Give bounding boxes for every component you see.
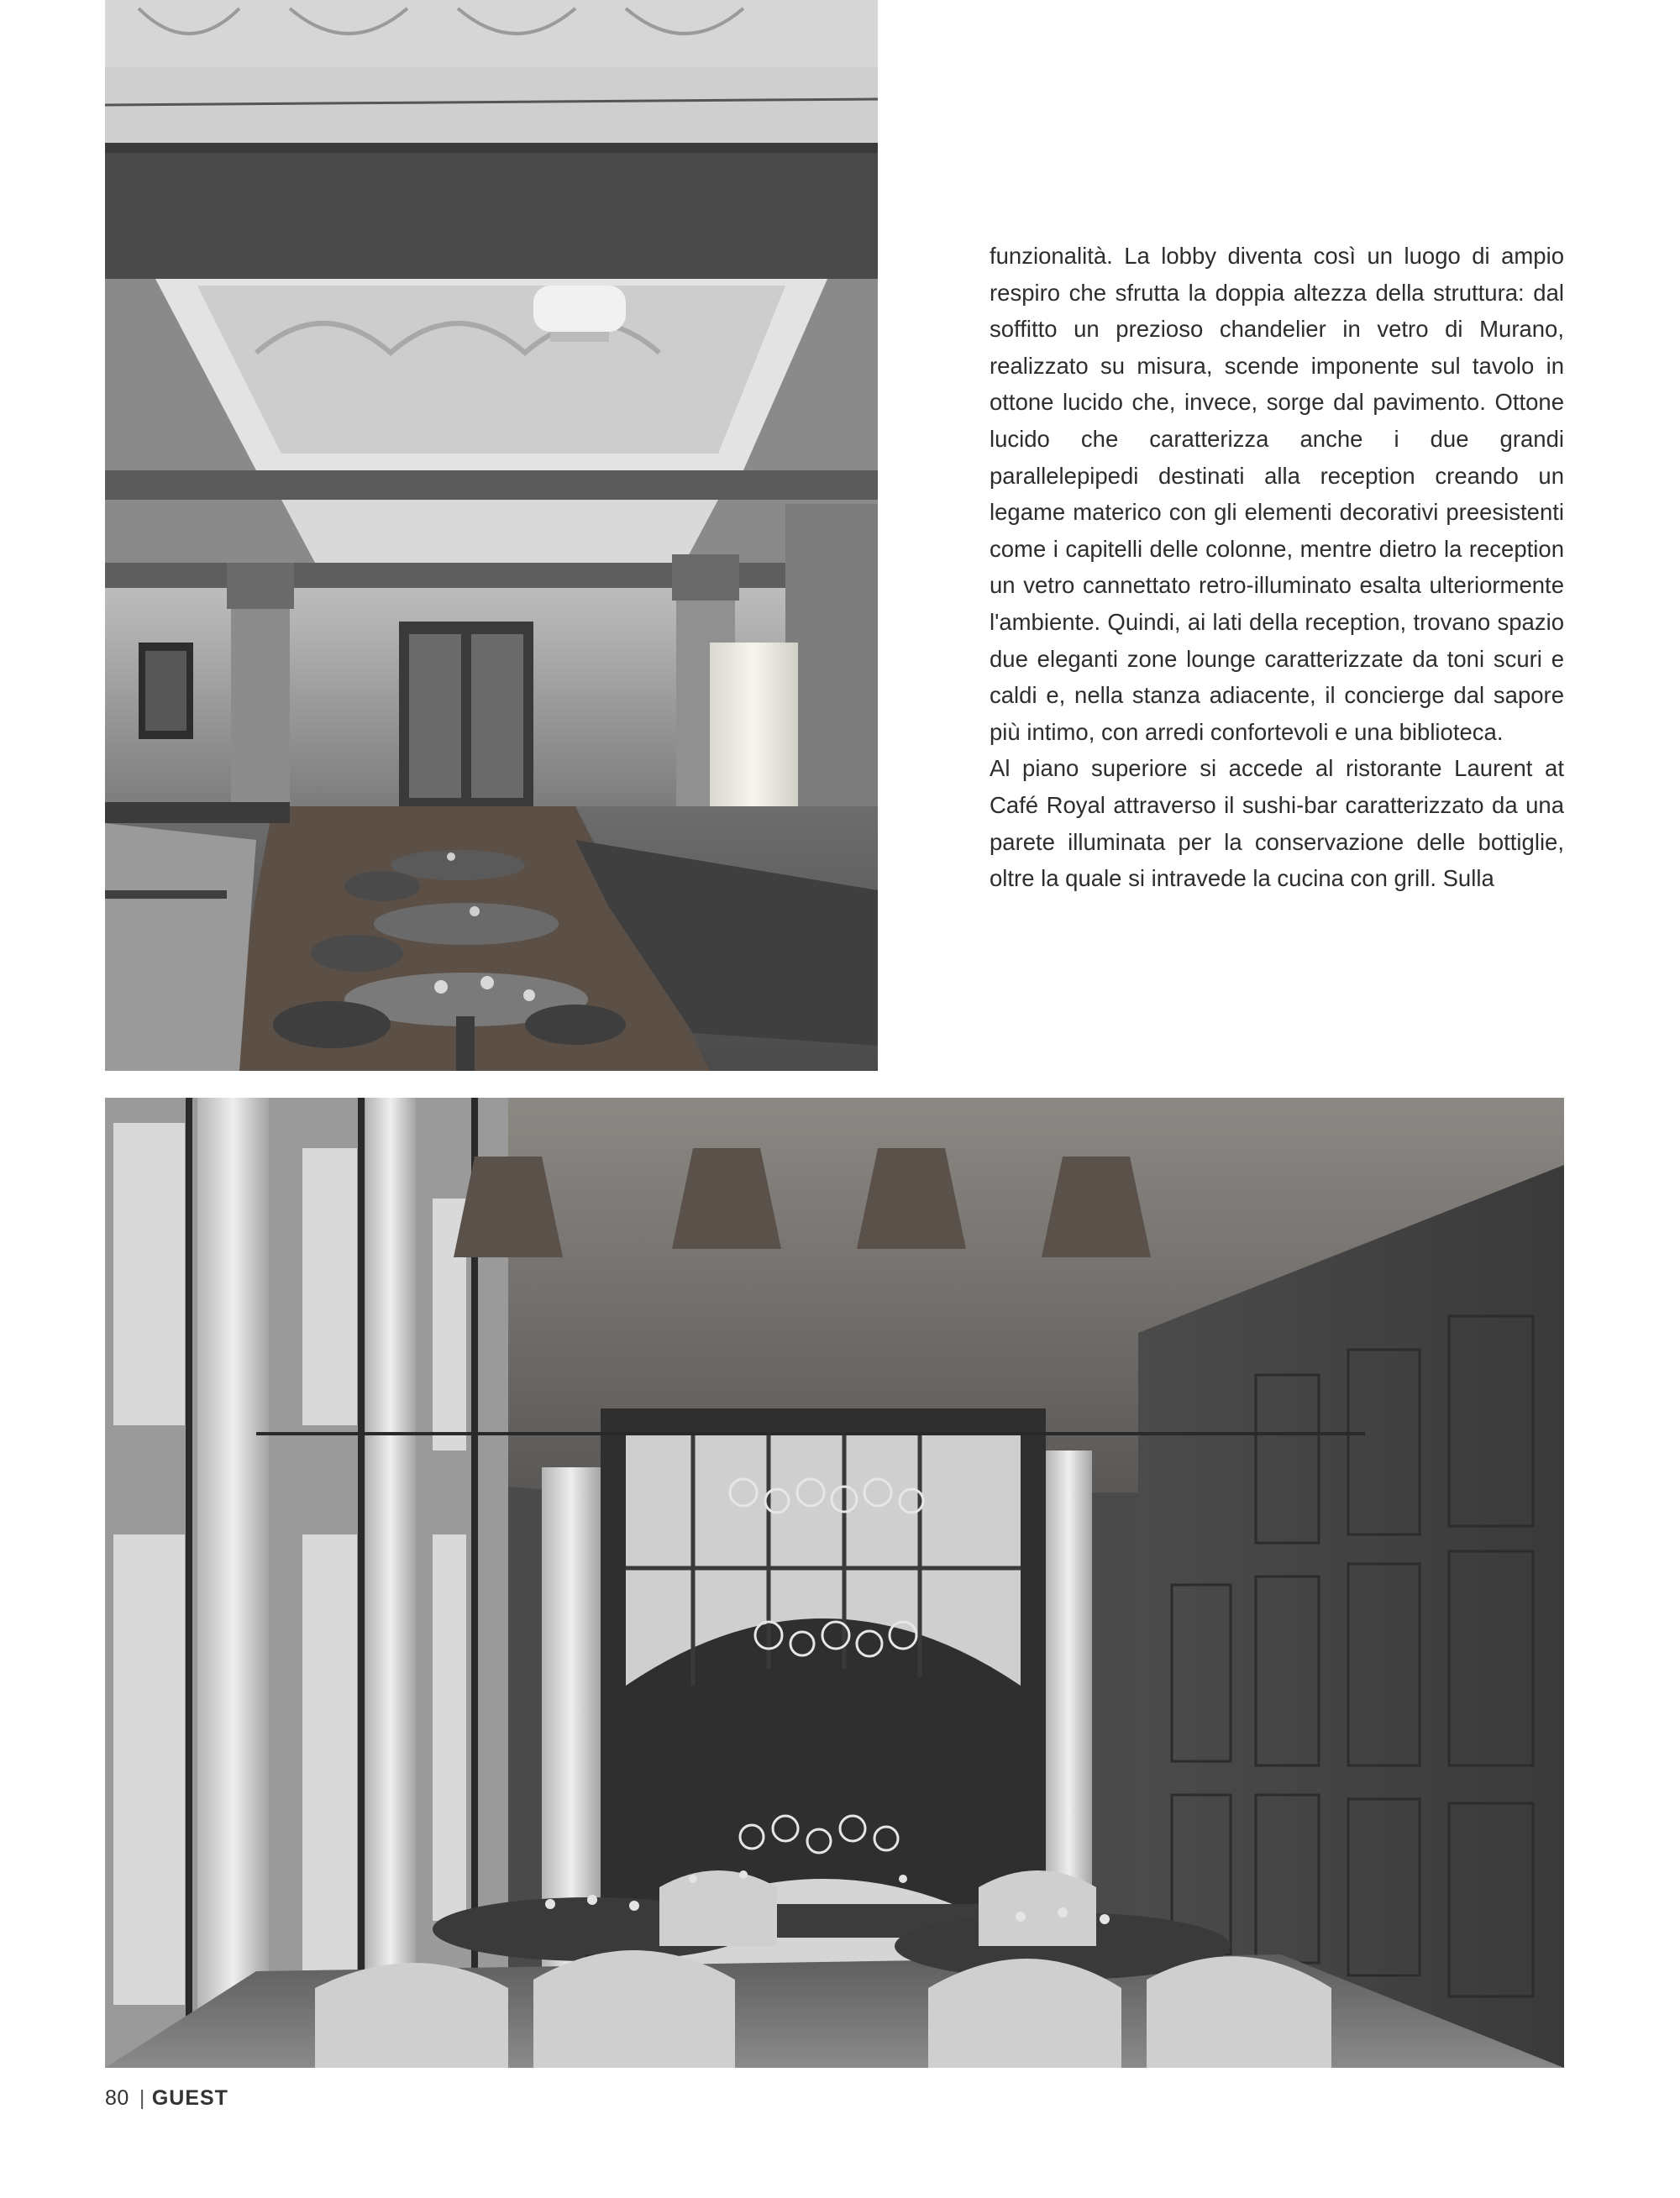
restaurant-interior-photo-bottom — [105, 1098, 1564, 2068]
folio-separator: | — [139, 2086, 145, 2110]
magazine-name: GUEST — [151, 2086, 228, 2110]
article-body — [990, 238, 1564, 897]
page-number: 80 — [105, 2086, 129, 2110]
article-paragraph-2: Al piano superiore si accede al ristorante Laurent at Café Royal attraverso il sushi-bar caratterizzato da una parete illuminata per la conservazione delle bottiglie, oltre la quale si intravede la cucina con grill. Sulla — [990, 755, 1564, 892]
restaurant-interior-photo-top — [105, 0, 878, 1071]
page-footer — [105, 2086, 228, 2111]
article-paragraph-1: funzionalità. La lobby diventa così un luogo di ampio respiro che sfrutta la doppia altezza della struttura: dal soffitto un prezioso chandelier in vetro di Murano, realizzato su misura, scende imponente sul tavolo in ottone lucido che, invece, sorge dal pavimento. Ottone lucido che caratterizza anche i due grandi parallelepipedi destinati alla reception creando un legame materico con gli elementi decorativi preesistenti come i capitelli delle colonne, mentre dietro la reception un vetro cannettato retro-illuminato esalta ulteriormente l'ambiente. Quindi, ai lati della reception, trovano spazio due eleganti zone lounge caratterizzate da toni scuri e caldi e, nella stanza adiacente, il concierge dal sapore più intimo, con arredi confortevoli e una biblioteca. — [990, 243, 1564, 745]
